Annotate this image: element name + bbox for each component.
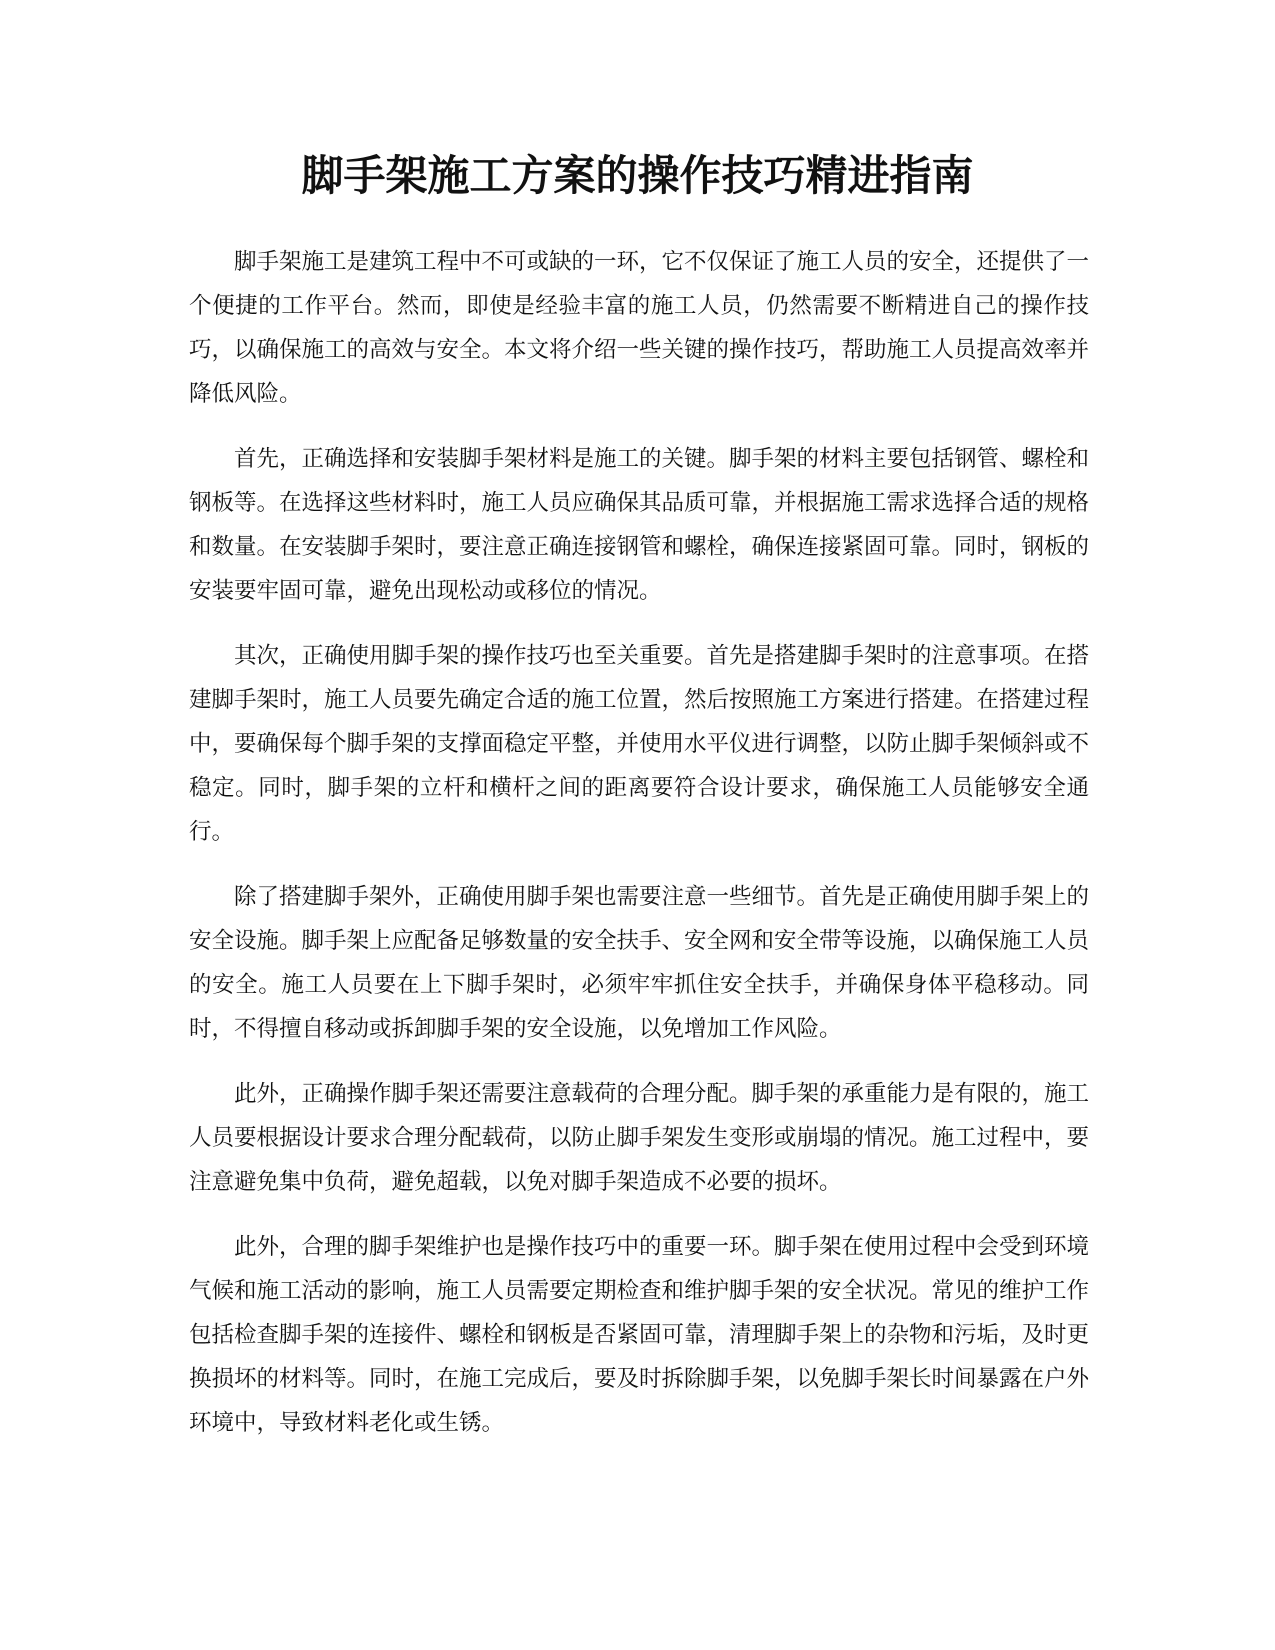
paragraph-safety-facilities: 除了搭建脚手架外，正确使用脚手架也需要注意一些细节。首先是正确使用脚手架上的安全设施。脚手架上应配备足够数量的安全扶手、安全网和安全带等设施，以确保施工人员的安全。施工人员要在上下脚手架时，必须牢牢抓住安全扶手，并确保身体平稳移动。同时，不得擅自移动或拆卸脚手架的安全设施，以免增加工作风险。: [189, 884, 1090, 1042]
document-body: [189, 240, 1089, 1466]
paragraph-materials: 首先，正确选择和安装脚手架材料是施工的关键。脚手架的材料主要包括钢管、螺栓和钢板等。在选择这些材料时，施工人员应确保其品质可靠，并根据施工需求选择合适的规格和数量。在安装脚手架时，要注意正确连接钢管和螺栓，确保连接紧固可靠。同时，钢板的安装要牢固可靠，避免出现松动或移位的情况。: [189, 446, 1090, 604]
paragraph-intro: 脚手架施工是建筑工程中不可或缺的一环，它不仅保证了施工人员的安全，还提供了一个便捷的工作平台。然而，即使是经验丰富的施工人员，仍然需要不断精进自己的操作技巧，以确保施工的高效与安全。本文将介绍一些关键的操作技巧，帮助施工人员提高效率并降低风险。: [189, 249, 1090, 407]
paragraph-maintenance: 此外，合理的脚手架维护也是操作技巧中的重要一环。脚手架在使用过程中会受到环境气候和施工活动的影响，施工人员需要定期检查和维护脚手架的安全状况。常见的维护工作包括检查脚手架的连接件、螺栓和钢板是否紧固可靠，清理脚手架上的杂物和污垢，及时更换损坏的材料等。同时，在施工完成后，要及时拆除脚手架，以免脚手架长时间暴露在户外环境中，导致材料老化或生锈。: [189, 1234, 1090, 1436]
paragraph-erection: 其次，正确使用脚手架的操作技巧也至关重要。首先是搭建脚手架时的注意事项。在搭建脚手架时，施工人员要先确定合适的施工位置，然后按照施工方案进行搭建。在搭建过程中，要确保每个脚手架的支撑面稳定平整，并使用水平仪进行调整，以防止脚手架倾斜或不稳定。同时，脚手架的立杆和横杆之间的距离要符合设计要求，确保施工人员能够安全通行。: [189, 643, 1090, 845]
paragraph-load-distribution: 此外，正确操作脚手架还需要注意载荷的合理分配。脚手架的承重能力是有限的，施工人员要根据设计要求合理分配载荷，以防止脚手架发生变形或崩塌的情况。施工过程中，要注意避免集中负荷，避免超载，以免对脚手架造成不必要的损坏。: [189, 1081, 1090, 1195]
document-title: 脚手架施工方案的操作技巧精进指南: [301, 151, 974, 200]
